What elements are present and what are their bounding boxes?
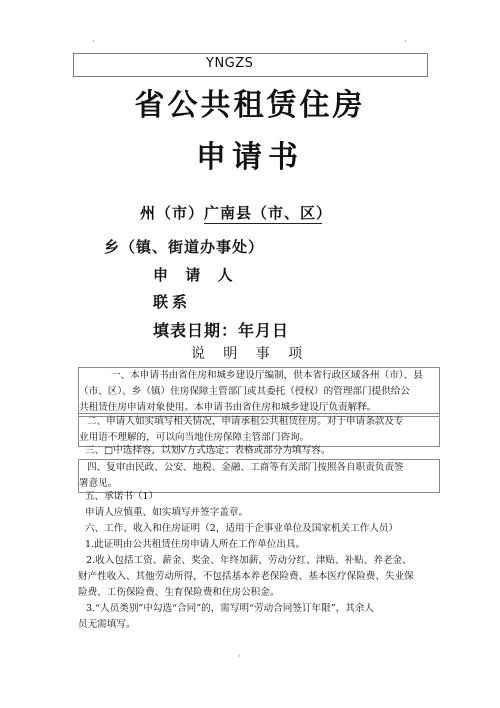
note-2-line-2: 业用语不理解的，可以向当地住房保障主管部门咨询。 xyxy=(79,432,310,443)
note-4-line-1: 四、复审由民政、公安、地税、金融、工商等有关部门按照各自职责负责签 xyxy=(87,462,404,473)
document-title: 省公共租赁住房 xyxy=(134,88,366,123)
corner-mark-bottom: · xyxy=(238,652,241,662)
note-9-line-3: 险费、工伤保险费、生育保险费和住房公积金。 xyxy=(78,587,280,598)
note-4-line-2: 署意见。 xyxy=(79,478,118,489)
note-10-line-1: 3.“人员类别”中勾选“合同”的，需写明“劳动合同签订年限”，其余人 xyxy=(86,603,375,614)
note-paragraph-8: 1.此证明由公共租赁住房申请人所在工作单位出具。 xyxy=(85,539,306,550)
note-9-line-1: 2.收入包括工资、薪金、奖金、年终加薪、劳动分红、津贴、补贴、养老金、 xyxy=(86,555,412,566)
note-paragraph-6: 申请人应慎重、如实填写并签字盖章。 xyxy=(85,507,249,518)
corner-mark-top-left: · xyxy=(92,37,95,47)
note-1-line-2: （市、区）、乡（镇）住房保障主管部门或其委托（授权）的管理部门提供给公 xyxy=(79,386,410,397)
note-paragraph-9 xyxy=(78,553,440,601)
note-paragraph-3: 三、□中选择容，以划√方式选定；表格或部分为填写容。 xyxy=(85,445,331,456)
document-subtitle: 申请书 xyxy=(196,140,304,175)
town-line: 乡（镇、街道办事处） xyxy=(104,238,265,256)
note-1-line-3: 共租赁住房申请对象使用。本申请书由省住房和城乡建设厅负责解释。 xyxy=(79,402,377,413)
notes-heading: 说 明 事 项 xyxy=(190,346,310,362)
applicant-field-label: 申 请 人 xyxy=(153,266,239,284)
note-1-line-1: 一、本申请书由省住房和城乡建设厅编制，供本省行政区域各州（市）、县 xyxy=(111,370,423,381)
note-paragraph-5: 五、承诺书（1） xyxy=(85,491,159,502)
note-9-line-2: 财产性收入、其他劳动所得，不包括基本养老保险费、基本医疗保险费、失业保 xyxy=(78,571,414,582)
note-2-line-1: 二、申请人如实填写相关情况，申请承租公共租赁住房。对于申请条款及专 xyxy=(87,416,404,427)
note-paragraph-4 xyxy=(78,459,440,493)
contact-field-label: 联系 xyxy=(153,293,192,311)
note-paragraph-10 xyxy=(78,601,440,633)
note-paragraph-2 xyxy=(78,413,440,447)
corner-mark-top-right: · xyxy=(404,37,407,47)
county-line: 州（市）广南县（市、区） xyxy=(140,204,333,222)
fill-date-label: 填表日期：年月日 xyxy=(153,321,290,340)
note-paragraph-1 xyxy=(78,367,440,417)
document-code: YNGZS xyxy=(206,56,254,71)
note-paragraph-7: 六、工作、收入和住房证明（2，适用于企事业单位及国家机关工作人员） xyxy=(85,523,399,534)
county-underline xyxy=(204,223,322,224)
note-10-line-2: 员无需填写。 xyxy=(78,619,136,630)
